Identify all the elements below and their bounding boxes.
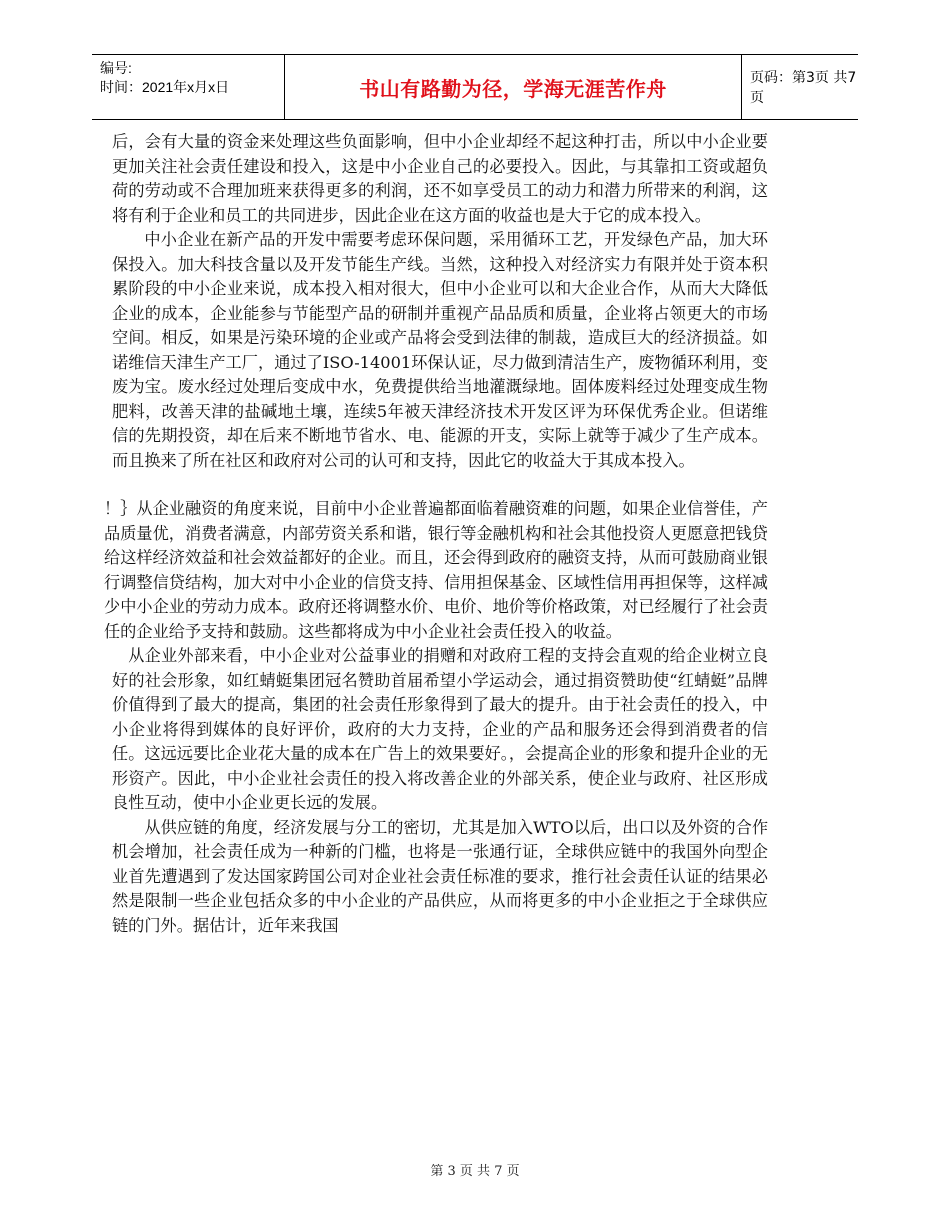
- document-number-label: 编号:: [100, 60, 132, 76]
- header-left-cell: [92, 55, 284, 119]
- paragraph-5: 从供应链的角度，经济发展与分工的密切，尤其是加入WTO以后，出口以及外资的合作机会增加，社会责任成为一种新的门槛，也将是一张通行证，全球供应链中的我国外向型企业首先遭遇到了发达国家跨国公司对企业社会责任标准的要求，推行社会责任认证的结果必然是限制一些企业包括众多的中小企业的产品供应，从而将更多的中小企业拒之于全球供应链的门外。据估计，近年来我国: [112, 817, 768, 935]
- page-footer: 第 3 页 共 7 页: [430, 1164, 520, 1179]
- header-motto: 书山有路勤为径，学海无涯苦作舟: [284, 55, 742, 119]
- page-header: [92, 54, 858, 120]
- paragraph-4: 从企业外部来看，中小企业对公益事业的捐赠和对政府工程的支持会直观的给企业树立良好的社会形象，如红蜻蜓集团冠名赞助首届希望小学运动会，通过捐资赞助使“红蜻蜓”品牌价值得到了最大的提高，集团的社会责任形象得到了最大的提升。由于社会责任的投入，中小企业将得到媒体的良好评价，政府的大力支持，企业的产品和服务还会得到消费者的信任。这远远要比企业花大量的成本在广告上的效果要好。，会提高企业的形象和提升企业的无形资产。因此，中小企业社会责任的投入将改善企业的外部关系，使企业与政府、社区形成良性互动，使中小企业更长远的发展。: [112, 646, 768, 812]
- paragraph-2: 中小企业在新产品的开发中需要考虑环保问题，采用循环工艺，开发绿色产品，加大环保投入。加大科技含量以及开发节能生产线。当然，这种投入对经济实力有限并处于资本积累阶段的中小企业来说，成本投入相对很大，但中小企业可以和大企业合作，从而大大降低企业的成本，企业能参与节能型产品的研制并重视产品品质和质量，企业将占领更大的市场空间。相反，如果是污染环境的企业或产品将会受到法律的制裁，造成巨大的经济损益。如诺维信天津生产工厂，通过了ISO-14001环保认证，尽力做到清洁生产，废物循环利用，变废为宝。废水经过处理后变成中水，免费提供给当地灌溉绿地。固体废料经过处理变成生物肥料，改善天津的盐碱地土壤，连续5年被天津经济技术开发区评为环保优秀企业。但诺维信的先期投资，却在后来不断地节省水、电、能源的开支，实际上就等于减少了生产成本。而且换来了所在社区和政府对公司的认可和支持，因此它的收益大于其成本投入。: [112, 230, 768, 470]
- header-page-number: 页码：第3页 共7页: [750, 70, 857, 106]
- paragraph-1: 后，会有大量的资金来处理这些负面影响，但中小企业却经不起这种打击，所以中小企业要更加关注社会责任建设和投入，这是中小企业自己的必要投入。因此，与其靠扣工资或超负荷的劳动或不合理加班来获得更多的利润，还不如享受员工的动力和潜力所带来的利润，这将有利于企业和员工的共同进步，因此企业在这方面的收益也是大于它的成本投入。: [112, 132, 768, 225]
- paragraph-3: ！｝从企业融资的角度来说，目前中小企业普遍都面临着融资难的问题，如果企业信誉佳，产品质量优，消费者满意，内部劳资关系和谐，银行等金融机构和社会其他投资人更愿意把钱贷给这样经济效益和社会效益都好的企业。而且，还会得到政府的融资支持，从而可鼓励商业银行调整信贷结构，加大对中小企业的信贷支持、信用担保基金、区域性信用再担保等，这样减少中小企业的劳动力成本。政府还将调整水价、电价、地价等价格政策，对已经履行了社会责任的企业给予支持和鼓励。这些都将成为中小企业社会责任投入的收益。: [104, 499, 768, 641]
- document-time-label: 时间：2021年x月x日: [100, 79, 230, 95]
- document-body: [104, 130, 768, 938]
